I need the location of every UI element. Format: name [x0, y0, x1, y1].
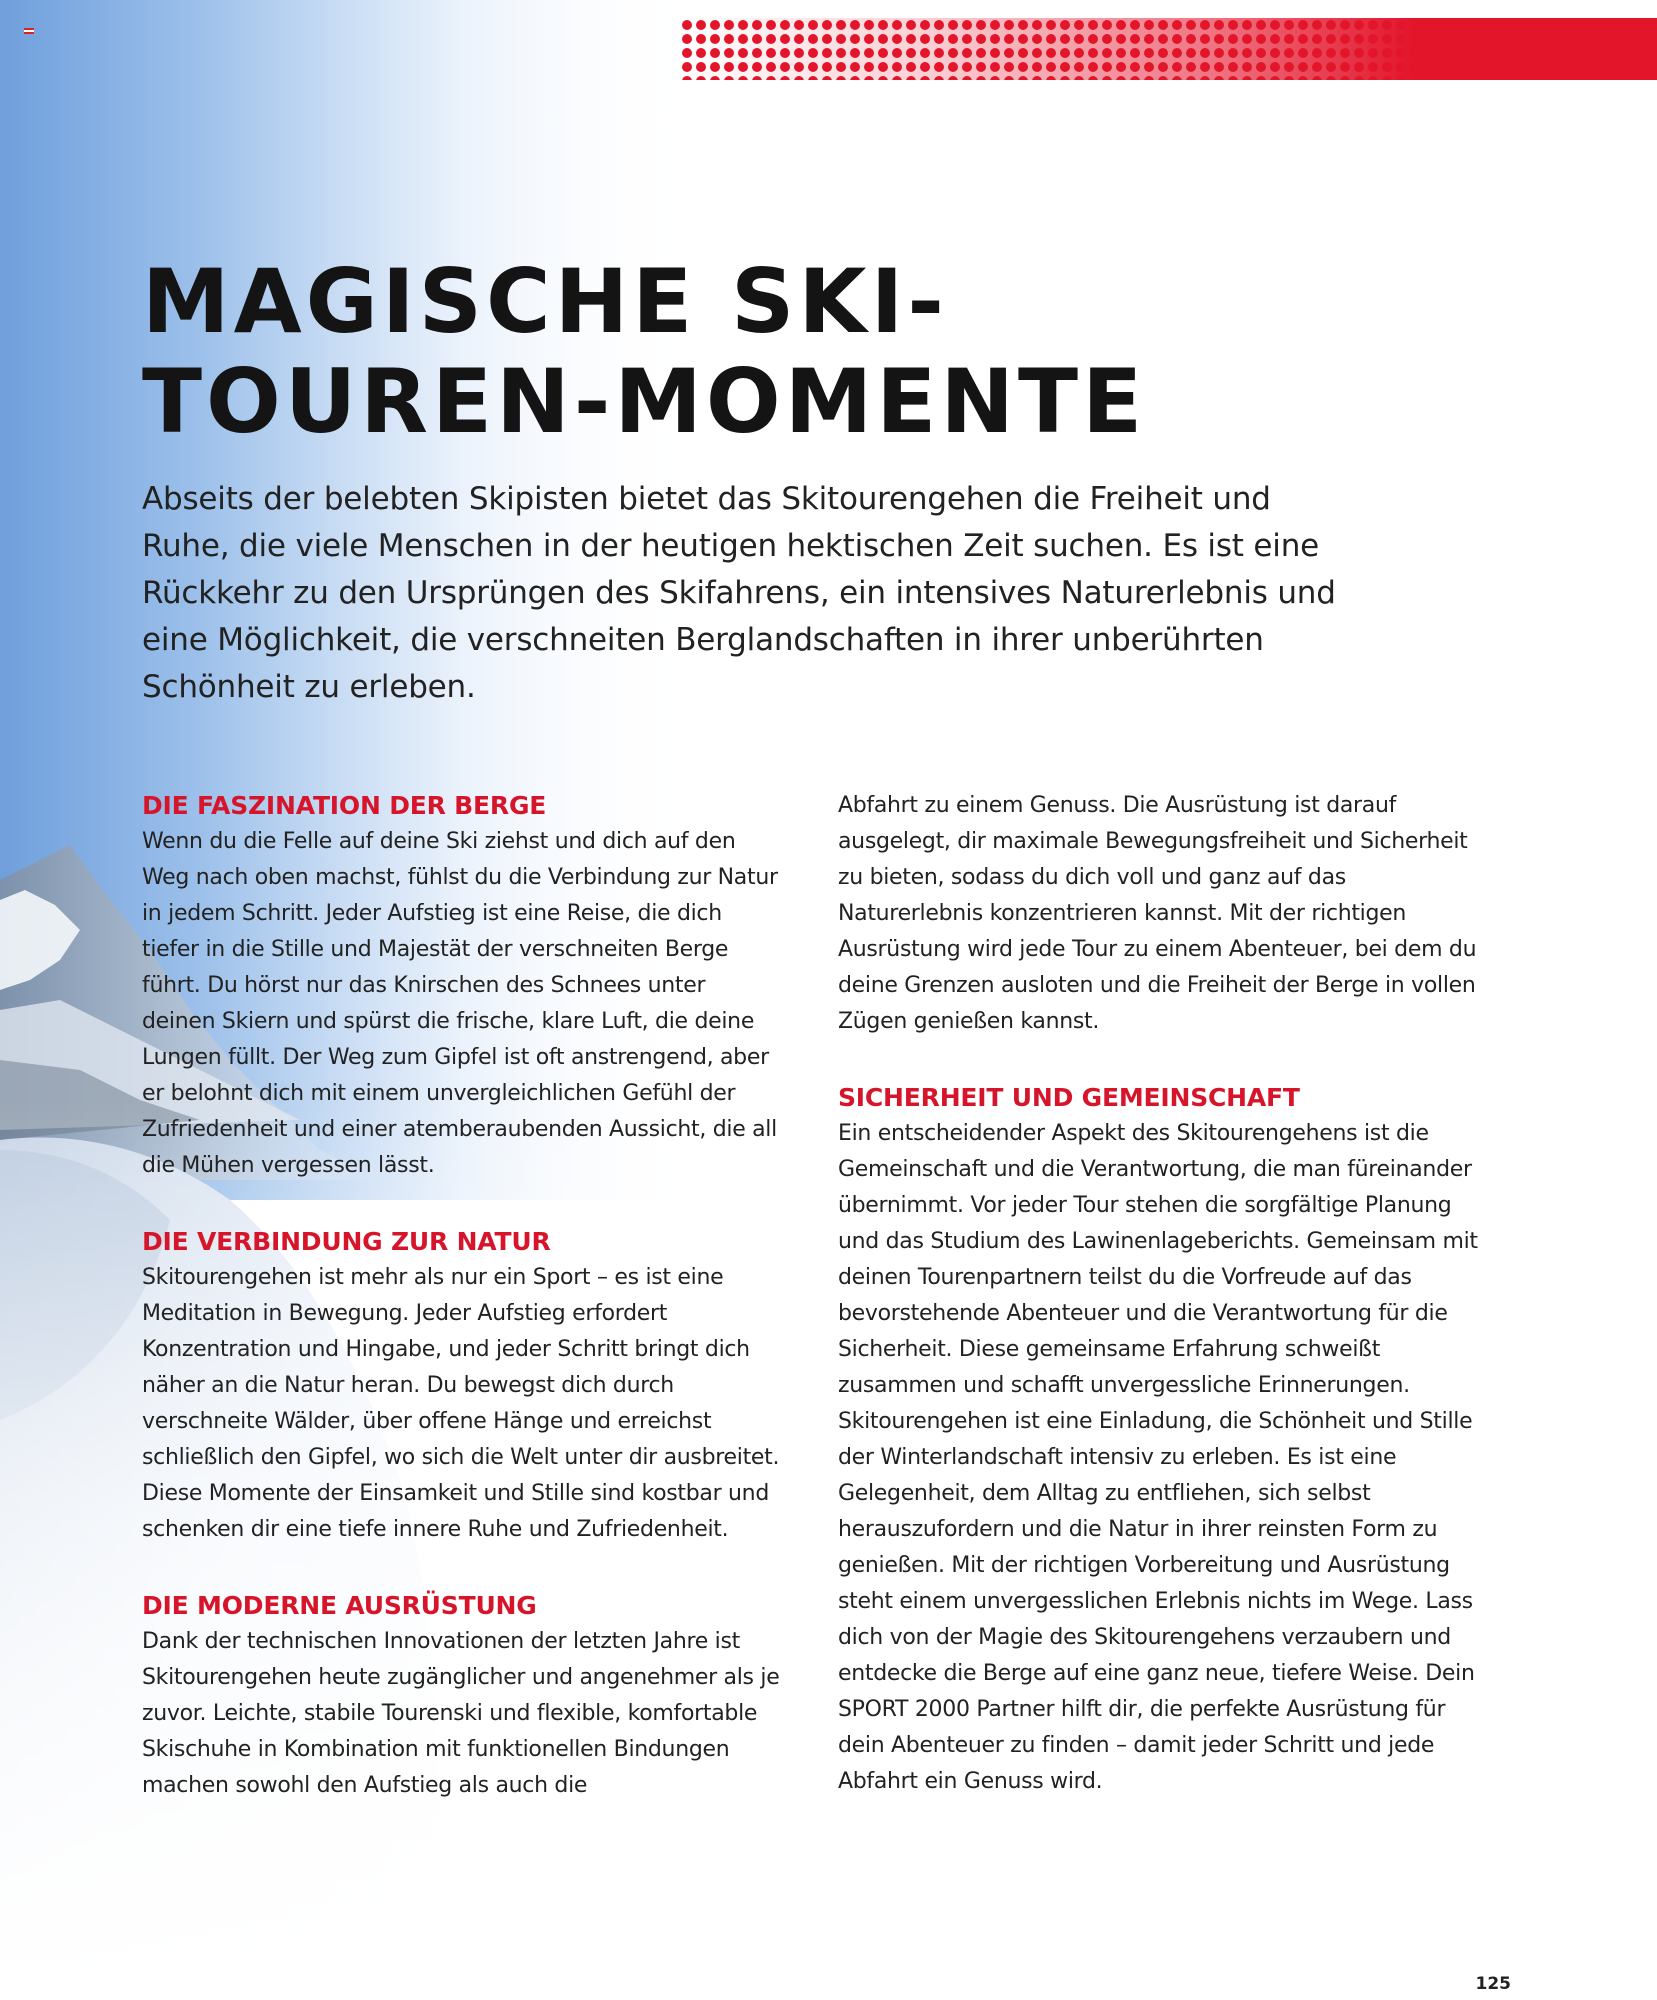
section-title-ausruestung: DIE MODERNE AUSRÜSTUNG: [142, 1591, 537, 1620]
left-column: [142, 788, 782, 1804]
section-title-natur: DIE VERBINDUNG ZUR NATUR: [142, 1227, 551, 1256]
section-text-sicherheit: Ein entscheidender Aspekt des Skitourengehens ist die Gemeinschaft und die Verantwortung, die man füreinander übernimmt. Vor jeder Tour stehen die sorgfältige Planung und das Studium des Lawinenlageberichts. Gemeinsam mit deinen Tourenpartnern teilst du die Vorfreude auf das bevorstehende Abenteuer und die Verantwortung für die Sicherheit. Diese gemeinsame Erfahrung schweißt zusammen und schafft unvergessliche Erinnerungen.: [838, 1121, 1478, 1398]
intro-paragraph: Abseits der belebten Skipisten bietet das Skitourengehen die Freiheit und Ruhe, die viele Menschen in der heutigen hektischen Zeit suchen. Es ist eine Rückkehr zu den Ursprüngen des Skifahrens, ein intensives Naturerlebnis und eine Möglichkeit, die verschneiten Berglandschaften in ihrer unberührten Schönheit zu erleben.: [142, 481, 1336, 705]
right-column: [838, 788, 1478, 1800]
closing-paragraph: Skitourengehen ist eine Einladung, die Schönheit und Stille der Winterlandschaft intensiv zu erleben. Es ist eine Gelegenheit, dem Alltag zu entfliehen, sich selbst herauszufordern und die Natur in ihrer reinsten Form zu genießen. Mit der richtigen Vorbereitung und Ausrüstung steht einem unvergesslichen Erlebnis nichts im Wege. Lass dich von der Magie des Skitourengehens verzaubern und entdecke die Berge auf eine ganz neue, tiefere Weise. Dein SPORT 2000 Partner hilft dir, die perfekte Ausrüstung für dein Abenteuer zu finden – damit jeder Schritt und jede Abfahrt ein Genuss wird.: [838, 1409, 1475, 1794]
page-title: [142, 252, 1322, 452]
section-text-faszination: Wenn du die Felle auf deine Ski ziehst und dich auf den Weg nach oben machst, fühlst du die Verbindung zur Natur in jedem Schritt. Jeder Aufstieg ist eine Reise, die dich tiefer in die Stille und Majestät der verschneiten Berge führt. Du hörst nur das Knirschen des Schnees unter deinen Skiern und spürst die frische, klare Luft, die deine Lungen füllt. Der Weg zum Gipfel ist oft anstrengend, aber er belohnt dich mit einem unvergleichlichen Gefühl der Zufriedenheit und einer atemberaubenden Aussicht, die all die Mühen vergessen lässt.: [142, 829, 778, 1178]
section-text-ausruestung-part2: Abfahrt zu einem Genuss. Die Ausrüstung ist darauf ausgelegt, dir maximale Bewegungsfreiheit und Sicherheit zu bieten, sodass du dich voll und ganz auf das Naturerlebnis konzentrieren kannst. Mit der richtigen Ausrüstung wird jede Tour zu einem Abenteuer, bei dem du deine Grenzen ausloten und die Freiheit der Berge in vollen Zügen genießen kannst.: [838, 793, 1477, 1034]
title-line-1: MAGISCHE SKI-: [142, 250, 948, 353]
section-title-faszination: DIE FASZINATION DER BERGE: [142, 791, 547, 820]
section-text-ausruestung-part1: Dank der technischen Innovationen der letzten Jahre ist Skitourengehen heute zugänglicher und angenehmer als je zuvor. Leichte, stabile Tourenski und flexible, komfortable Skischuhe in Kombination mit funktionellen Bindungen machen sowohl den Aufstieg als auch die: [142, 1629, 780, 1798]
section-title-sicherheit: SICHERHEIT UND GEMEINSCHAFT: [838, 1083, 1300, 1112]
section-text-natur: Skitourengehen ist mehr als nur ein Sport – es ist eine Meditation in Bewegung. Jeder Aufstieg erfordert Konzentration und Hingabe, und jeder Schritt bringt dich näher an die Natur heran. Du bewegst dich durch verschneite Wälder, über offene Hänge und erreichst schließlich den Gipfel, wo sich die Welt unter dir ausbreitet. Diese Momente der Einsamkeit und Stille sind kostbar und schenken dir eine tiefe innere Ruhe und Zufriedenheit.: [142, 1265, 780, 1542]
title-line-2: TOUREN-MOMENTE: [142, 350, 1147, 453]
page-number: 125: [1475, 1974, 1511, 1994]
